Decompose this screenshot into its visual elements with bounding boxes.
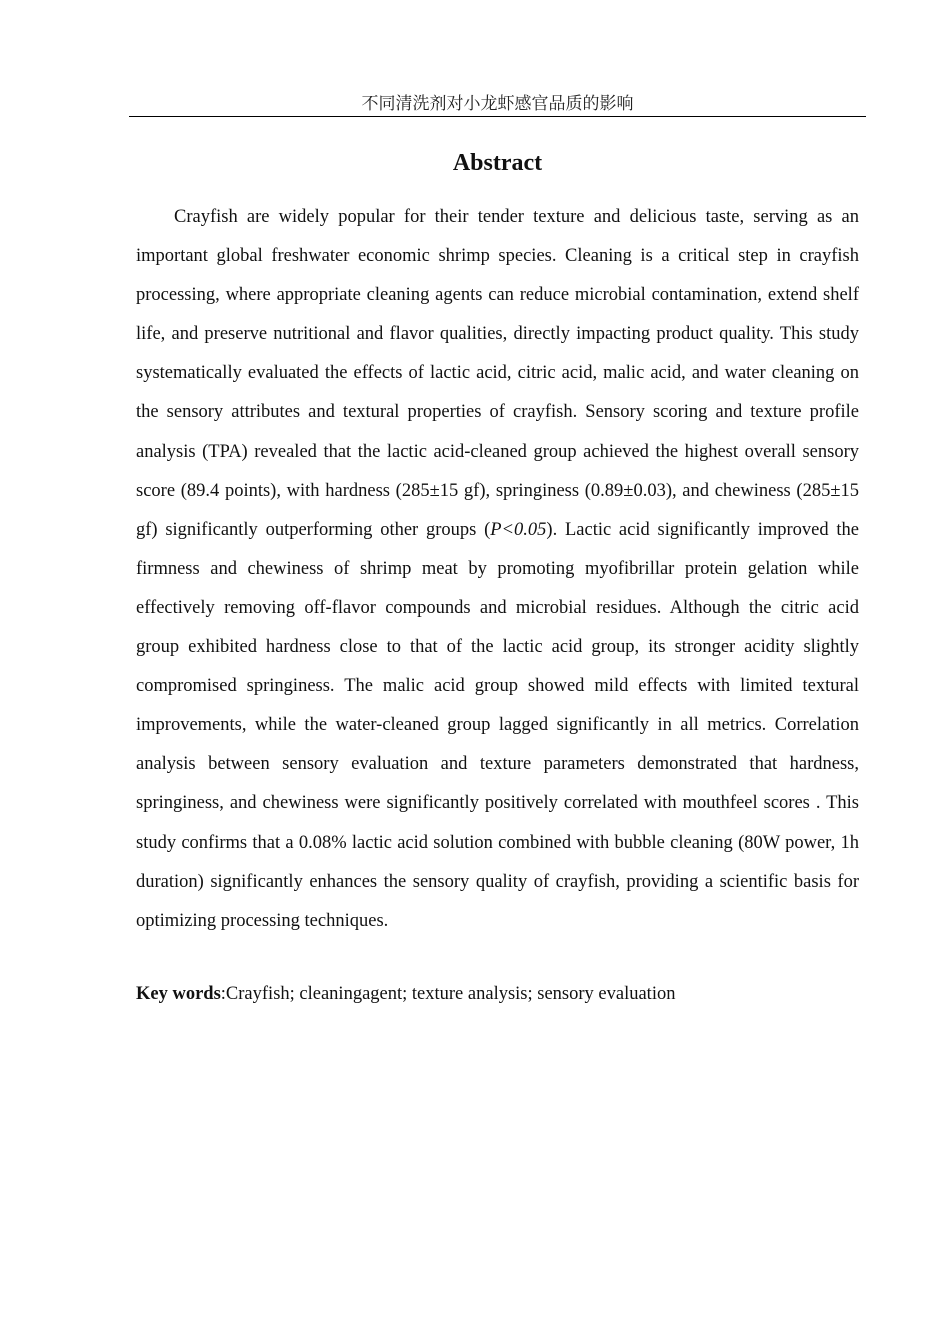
keywords-value: :Crayfish; cleaningagent; texture analysis; sensory evaluation: [220, 984, 676, 1004]
p-value: P<0.05: [490, 519, 547, 540]
abstract-body: [136, 198, 859, 941]
running-header: 不同清洗剂对小龙虾感官品质的影响: [129, 92, 866, 117]
abstract-text-part-2: ). Lactic acid significantly improved the firmness and chewiness of shrimp meat by promoting myofibrillar protein gelation while effectively removing off-flavor compounds and microbial residues. Although the citric acid group exhibited hardness close to that of the lactic acid group, its stronger acidity slightly compromised springiness. The malic acid group showed mild effects with limited textural improvements, while the water-cleaned group lagged significantly in all metrics. Correlation analysis between sensory evaluation and texture parameters demonstrated that hardness, springiness, and chewiness were significantly positively correlated with mouthfeel scores . This study confirms that a 0.08% lactic acid solution combined with bubble cleaning (80W power, 1h duration) significantly enhances the sensory quality of crayfish, providing a scientific basis for optimizing processing techniques.: [136, 519, 860, 931]
abstract-text-part-1: Crayfish are widely popular for their tender texture and delicious taste, serving as an important global freshwater economic shrimp species. Cleaning is a critical step in crayfish processing, where appropriate cleaning agents can reduce microbial contamination, extend shelf life, and preserve nutritional and flavor qualities, directly impacting product quality. This study systematically evaluated the effects of lactic acid, citric acid, malic acid, and water cleaning on the sensory attributes and textural properties of crayfish. Sensory scoring and texture profile analysis (TPA) revealed that the lactic acid-cleaned group achieved the highest overall sensory score (89.4 points), with hardness (285±15 gf), springiness (0.89±0.03), and chewiness (285±15 gf) significantly outperforming other groups (: [136, 207, 859, 540]
keywords-label: Key words: [136, 984, 221, 1004]
keywords-line: [136, 980, 859, 1008]
abstract-title: Abstract: [452, 150, 543, 176]
